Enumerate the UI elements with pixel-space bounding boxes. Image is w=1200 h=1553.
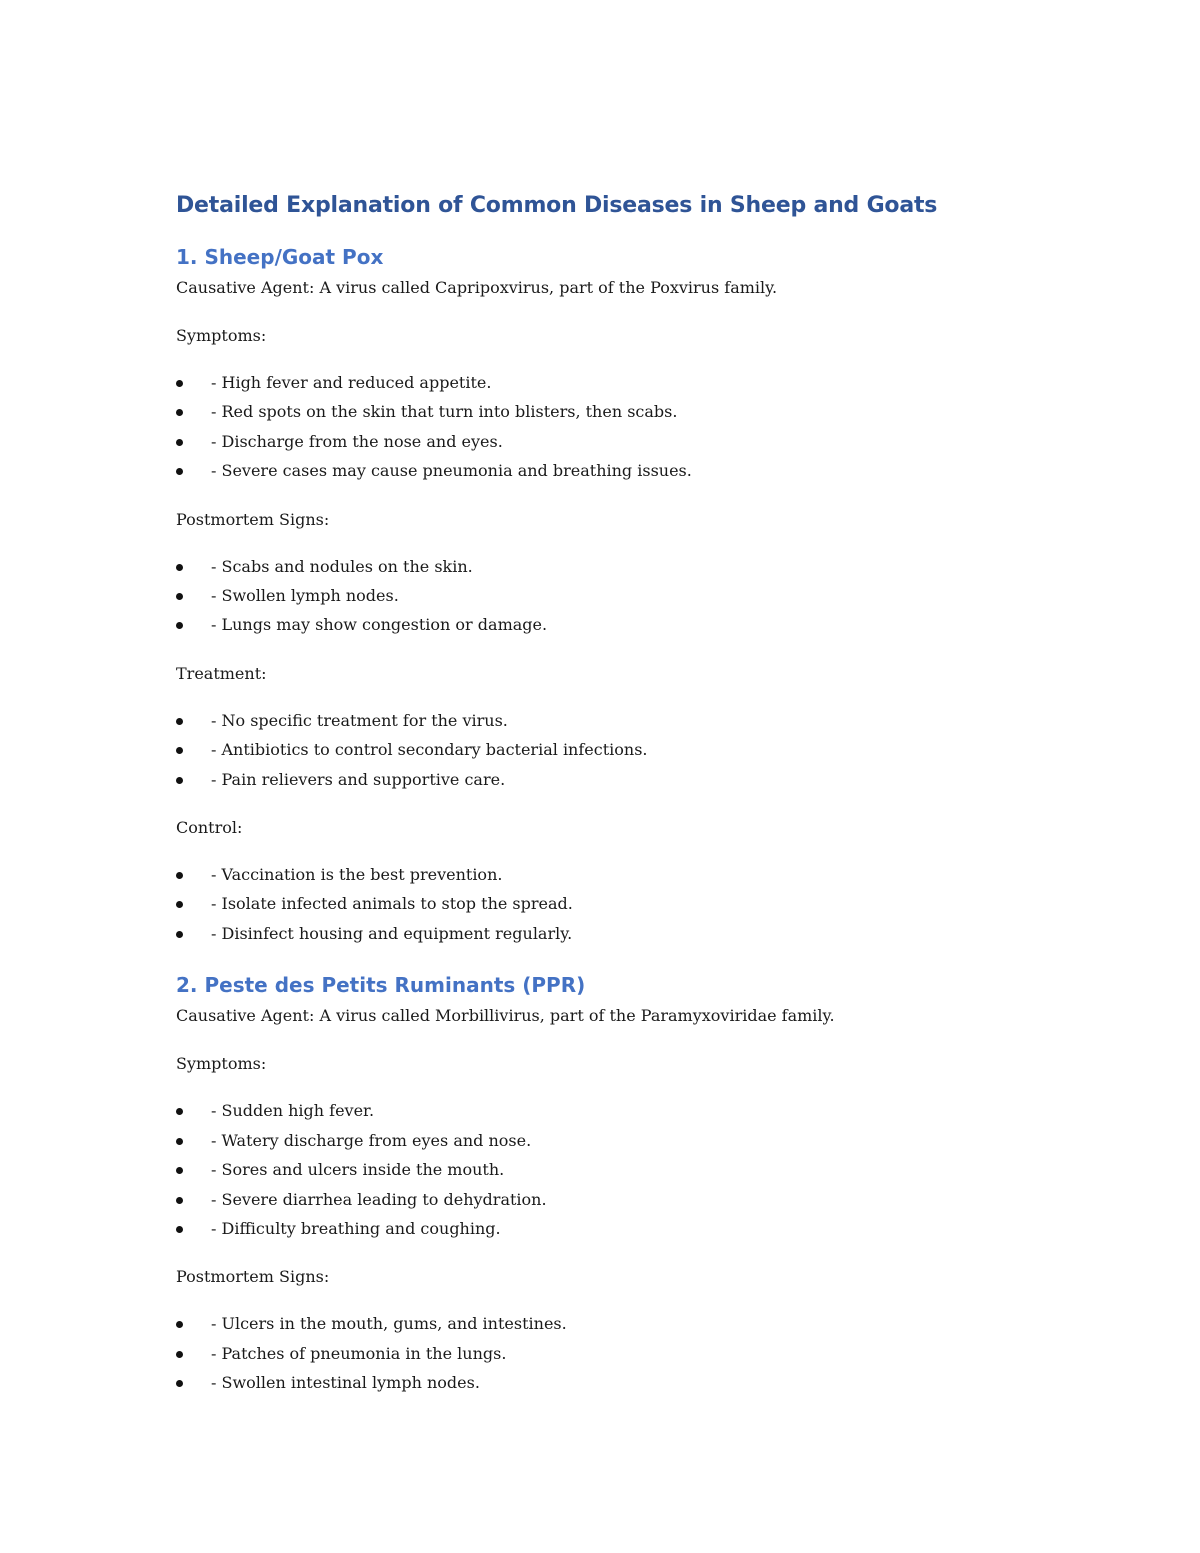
list-item: - Red spots on the skin that turn into blisters, then scabs.	[176, 397, 1076, 426]
bullet-list	[176, 1096, 1076, 1243]
bullet-icon	[176, 901, 183, 908]
bullet-list	[176, 860, 1076, 948]
bullet-icon	[176, 747, 183, 754]
list-item: - Watery discharge from eyes and nose.	[176, 1126, 1076, 1155]
bullet-icon	[176, 439, 183, 446]
section-heading: 1. Sheep/Goat Pox	[176, 245, 384, 269]
list-item: - Antibiotics to control secondary bacterial infections.	[176, 735, 1076, 764]
list-item: - Severe diarrhea leading to dehydration.	[176, 1185, 1076, 1214]
bullet-list	[176, 552, 1076, 640]
bullet-icon	[176, 380, 183, 387]
list-item: - Patches of pneumonia in the lungs.	[176, 1339, 1076, 1368]
bullet-icon	[176, 1321, 183, 1328]
bullet-list	[176, 1309, 1076, 1397]
group-label: Postmortem Signs:	[176, 509, 330, 529]
bullet-icon	[176, 1167, 183, 1174]
list-item: - Sudden high fever.	[176, 1096, 1076, 1125]
bullet-list	[176, 706, 1076, 794]
list-item: - Vaccination is the best prevention.	[176, 860, 1076, 889]
list-item: - Severe cases may cause pneumonia and breathing issues.	[176, 456, 1076, 485]
bullet-icon	[176, 777, 183, 784]
list-item: - Swollen intestinal lymph nodes.	[176, 1368, 1076, 1397]
bullet-icon	[176, 1197, 183, 1204]
group-label: Postmortem Signs:	[176, 1267, 330, 1287]
section-sheep-goat-pox	[176, 242, 1076, 948]
section-heading: 2. Peste des Petits Ruminants (PPR)	[176, 973, 586, 998]
bullet-icon	[176, 1108, 183, 1115]
list-item: - High fever and reduced appetite.	[176, 368, 1076, 397]
bullet-icon	[176, 872, 183, 879]
bullet-icon	[176, 931, 183, 938]
list-item: - Discharge from the nose and eyes.	[176, 427, 1076, 456]
bullet-icon	[176, 622, 183, 629]
list-item: - Scabs and nodules on the skin.	[176, 552, 1076, 581]
list-item: - Pain relievers and supportive care.	[176, 765, 1076, 794]
list-item: - Swollen lymph nodes.	[176, 581, 1076, 610]
list-item: - Lungs may show congestion or damage.	[176, 610, 1076, 639]
bullet-icon	[176, 1351, 183, 1358]
bullet-icon	[176, 1380, 183, 1387]
bullet-list	[176, 368, 1076, 486]
bullet-icon	[176, 1138, 183, 1145]
bullet-icon	[176, 409, 183, 416]
group-label: Symptoms:	[176, 1054, 267, 1074]
bullet-icon	[176, 718, 183, 725]
bullet-icon	[176, 468, 183, 475]
list-item: - Isolate infected animals to stop the spread.	[176, 889, 1076, 918]
list-item: - Disinfect housing and equipment regularly.	[176, 919, 1076, 948]
group-label: Symptoms:	[176, 326, 267, 345]
group-label: Control:	[176, 818, 243, 838]
bullet-icon	[176, 1226, 183, 1233]
causative-agent: Causative Agent: A virus called Capripoxvirus, part of the Poxvirus family.	[176, 278, 778, 297]
list-item: - Difficulty breathing and coughing.	[176, 1214, 1076, 1243]
document-page	[176, 190, 1076, 1420]
document-title: Detailed Explanation of Common Diseases in Sheep and Goats	[176, 193, 938, 218]
list-item: - Ulcers in the mouth, gums, and intestines.	[176, 1309, 1076, 1338]
list-item: - Sores and ulcers inside the mouth.	[176, 1155, 1076, 1184]
bullet-icon	[176, 564, 183, 571]
section-ppr	[176, 970, 1076, 1397]
group-label: Treatment:	[176, 663, 267, 683]
bullet-icon	[176, 593, 183, 600]
causative-agent: Causative Agent: A virus called Morbillivirus, part of the Paramyxoviridae family.	[176, 1006, 835, 1026]
list-item: - No specific treatment for the virus.	[176, 706, 1076, 735]
